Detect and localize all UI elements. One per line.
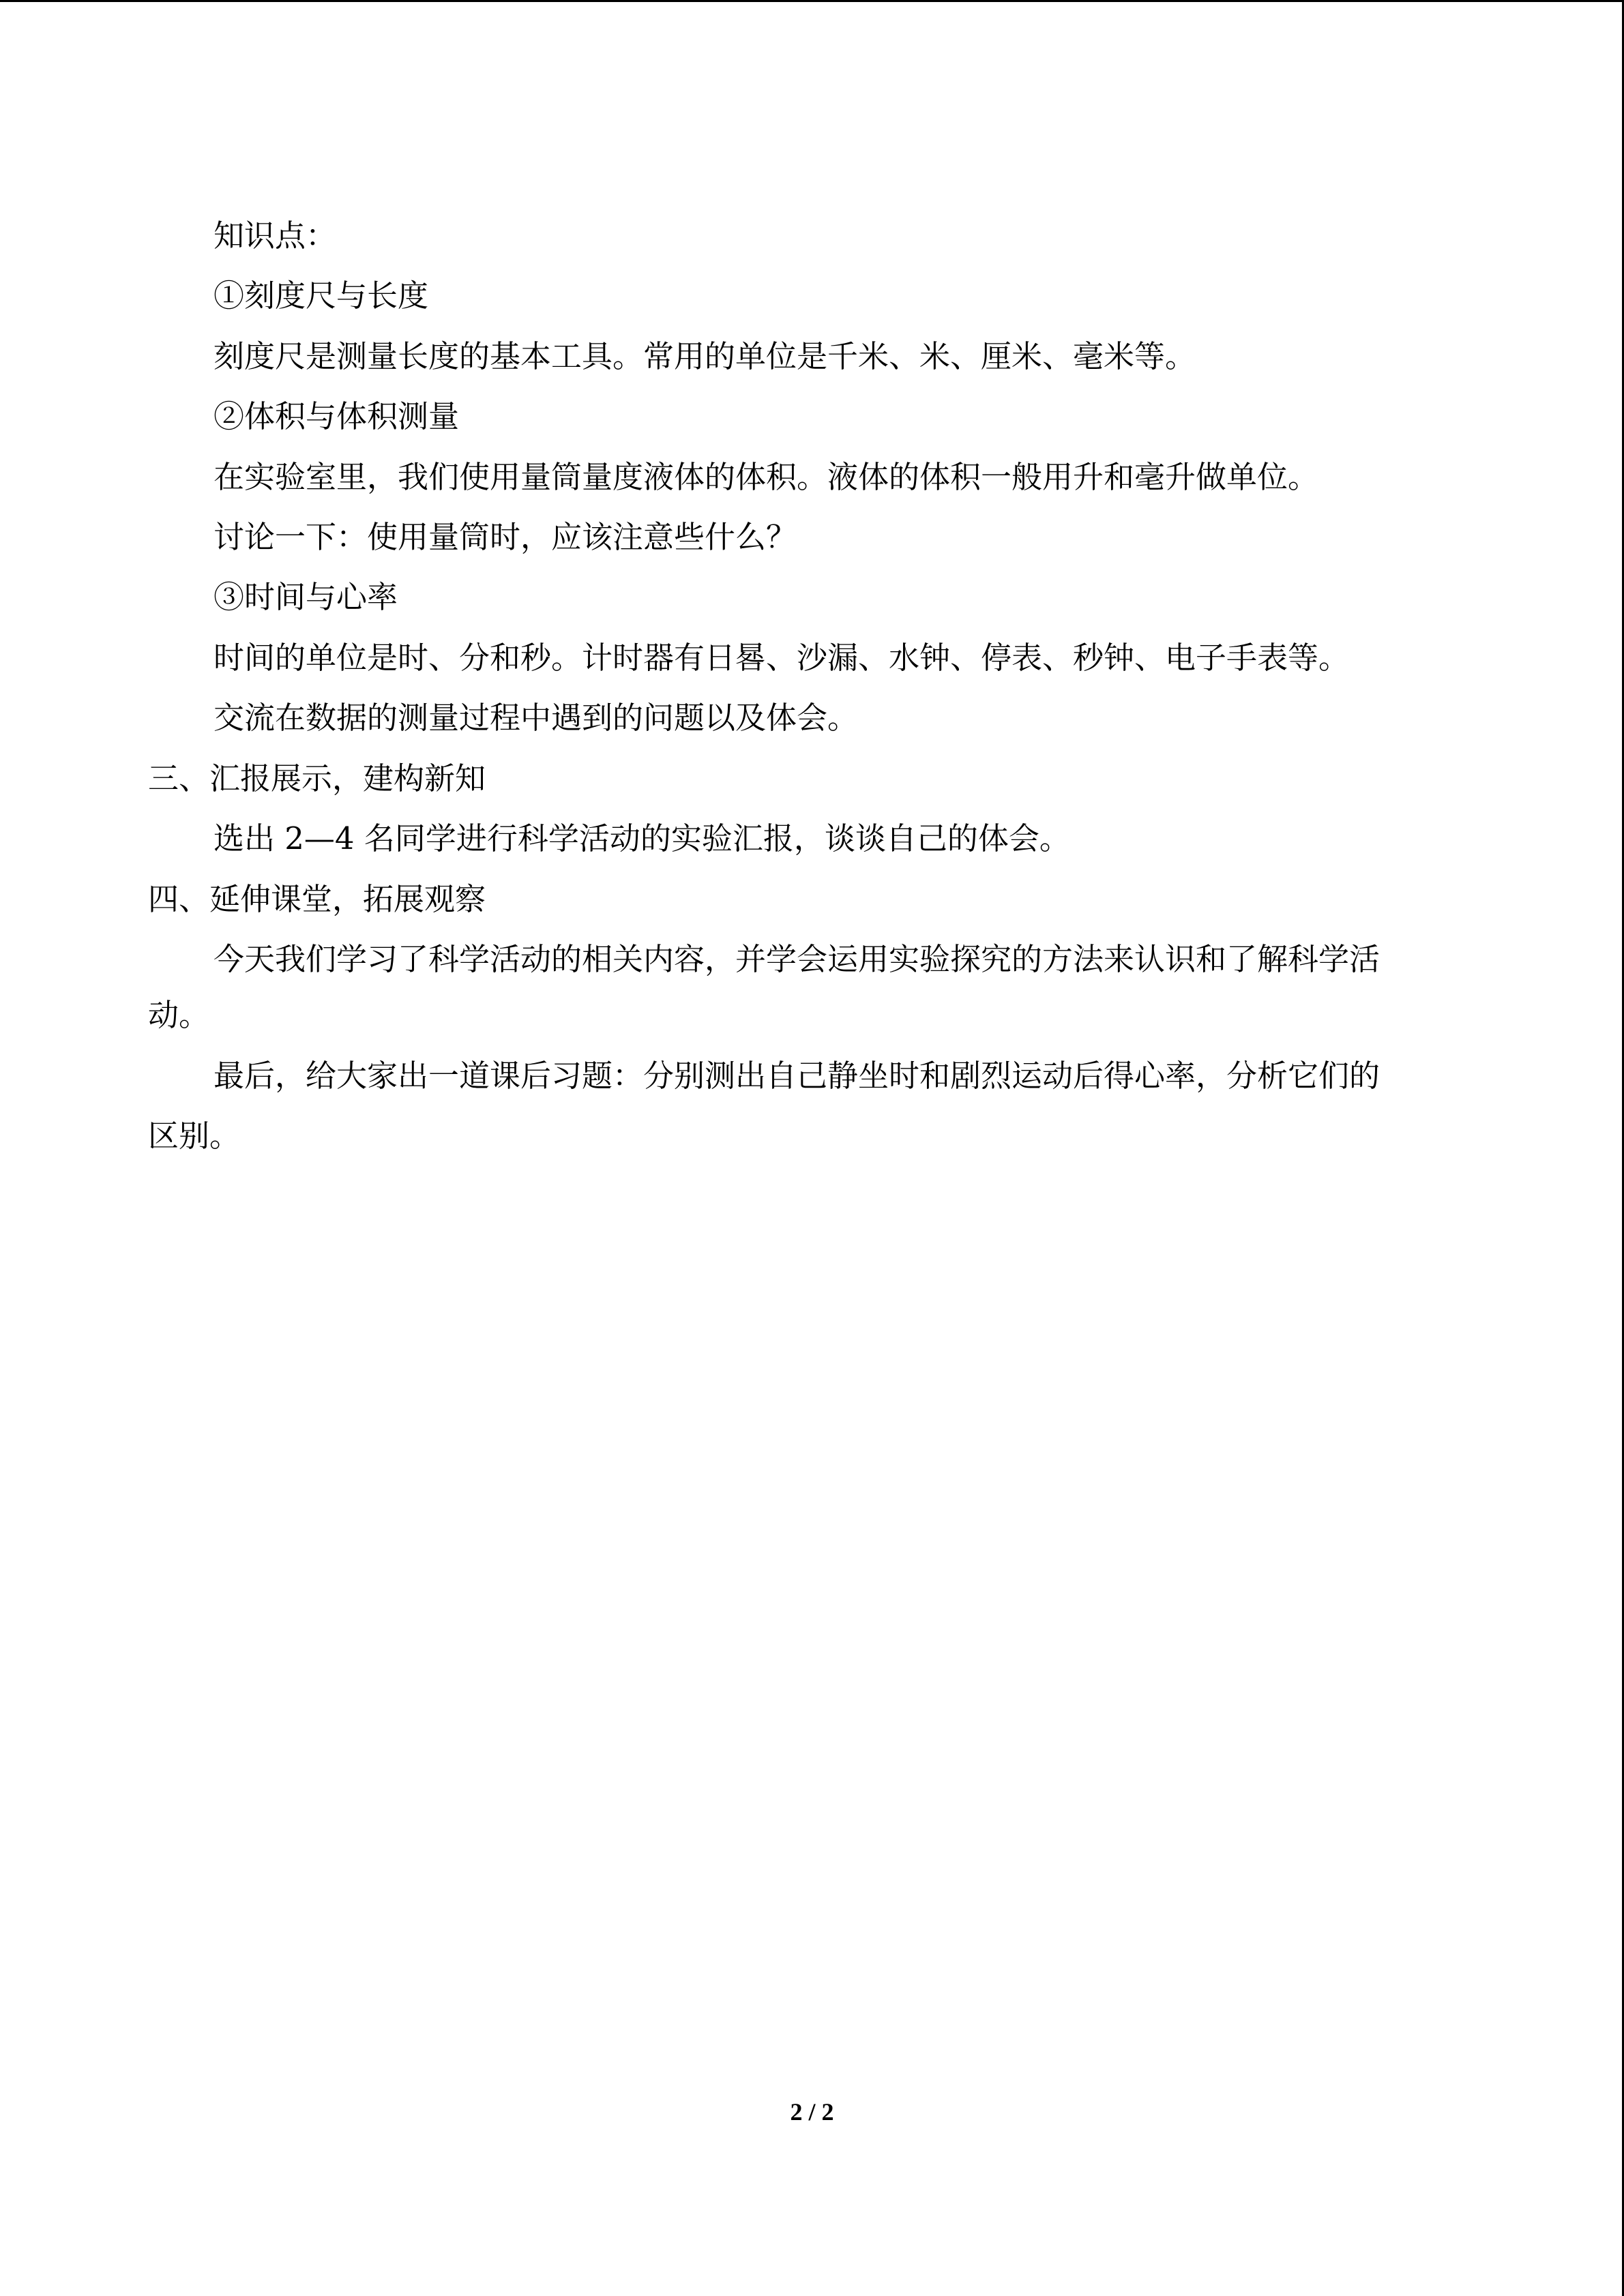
section-4-paragraph-1-line-1: 今天我们学习了科学活动的相关内容，并学会运用实验探究的方法来认识和了解科学活 (213, 941, 1381, 977)
exchange-paragraph: 交流在数据的测量过程中遇到的问题以及体会。 (213, 700, 859, 736)
section-4-paragraph-2-line-1: 最后，给大家出一道课后习题：分别测出自己静坐时和剧烈运动后得心率，分析它们的 (213, 1058, 1381, 1094)
knowledge-points-heading: 知识点： (213, 218, 337, 254)
page-number: 2 / 2 (790, 2098, 834, 2126)
point-2-paragraph: 在实验室里，我们使用量筒量度液体的体积。液体的体积一般用升和毫升做单位。 (213, 459, 1319, 495)
section-3-heading: 三、汇报展示，建构新知 (148, 760, 486, 796)
discussion-paragraph: 讨论一下：使用量筒时，应该注意些什么？ (213, 519, 797, 555)
point-2-heading: ②体积与体积测量 (213, 398, 460, 434)
point-1-heading: ①刻度尺与长度 (213, 278, 429, 314)
section-4-paragraph-2-line-2: 区别。 (148, 1118, 241, 1154)
section-3-paragraph: 选出 2—4 名同学进行科学活动的实验汇报，谈谈自己的体会。 (213, 820, 1070, 856)
section-4-heading: 四、延伸课堂，拓展观察 (148, 881, 486, 917)
point-1-paragraph: 刻度尺是测量长度的基本工具。常用的单位是千米、米、厘米、毫米等。 (213, 338, 1196, 374)
point-3-heading: ③时间与心率 (213, 579, 398, 615)
section-4-paragraph-1-line-2: 动。 (148, 997, 210, 1033)
point-3-paragraph: 时间的单位是时、分和秒。计时器有日晷、沙漏、水钟、停表、秒钟、电子手表等。 (213, 640, 1350, 676)
